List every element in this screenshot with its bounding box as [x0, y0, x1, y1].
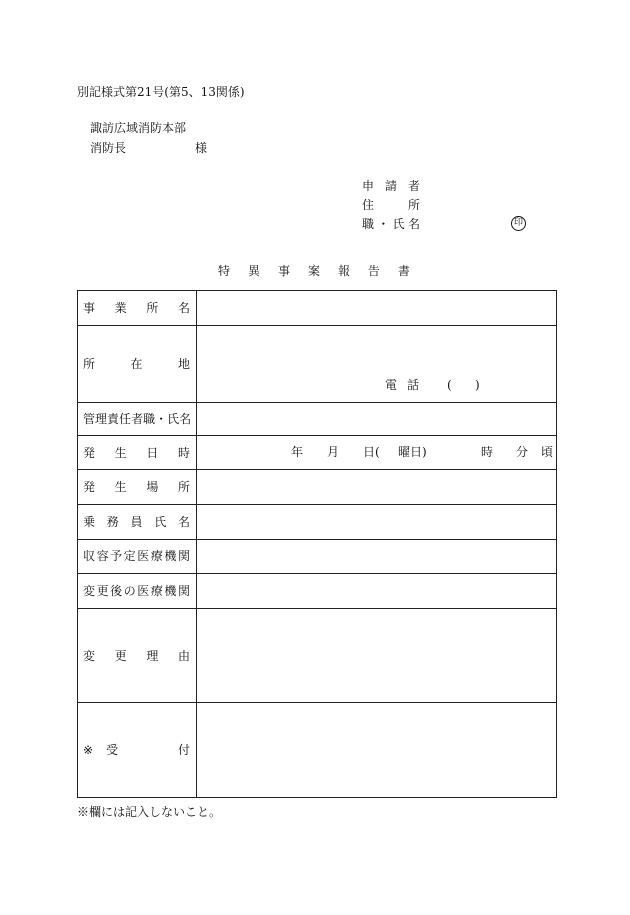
datetime-day: 日(: [363, 445, 380, 460]
label-char: 名: [177, 300, 190, 315]
seal-mark: [511, 216, 526, 231]
datetime-field: [197, 436, 556, 469]
label-char: の: [123, 583, 136, 598]
table-row-occurrence-datetime: [78, 435, 556, 469]
addressee-honorific: 様: [195, 141, 208, 155]
label-char: 名: [407, 217, 420, 231]
seal-text: 印: [513, 218, 523, 228]
applicant-address-label: [362, 197, 420, 213]
crew-name-field: [197, 505, 556, 539]
label-char: 電: [385, 377, 398, 392]
place-field: [197, 470, 556, 504]
changed-hospital-field: [197, 574, 556, 608]
change-reason-field: [197, 609, 556, 703]
label-char: 理: [146, 648, 159, 663]
label-char: 者: [131, 412, 144, 426]
row-label: [83, 445, 190, 461]
table-row-manager: [78, 402, 556, 436]
row-label-cell: [78, 609, 197, 703]
label-char: 容: [96, 549, 109, 564]
label-char: 乗: [83, 515, 96, 530]
label-char: 生: [114, 445, 127, 460]
row-label-cell: [78, 574, 197, 608]
row-label-cell: [78, 291, 197, 325]
label-char: 発: [83, 445, 96, 460]
label-char: 所: [83, 356, 96, 371]
report-table: [77, 290, 557, 798]
label-char: 予: [110, 549, 123, 564]
label-char: 氏: [392, 217, 405, 231]
document-title: [218, 263, 410, 279]
label-char: 理: [95, 412, 108, 426]
row-label: [83, 411, 190, 427]
label-char: 書: [397, 264, 410, 278]
label-char: 医: [137, 549, 150, 564]
table-row-change-reason: [78, 608, 556, 703]
label-char: 氏: [154, 515, 167, 530]
label-char: 更: [96, 583, 109, 598]
label-char: 異: [247, 264, 260, 278]
row-label: [83, 479, 190, 495]
label-char: 告: [367, 264, 380, 278]
datetime-approx: 頃: [541, 445, 554, 460]
row-label-cell: [78, 403, 197, 436]
row-label-cell: [78, 436, 197, 469]
label-char: 所: [177, 480, 190, 495]
label-char: 管: [83, 412, 96, 426]
footnote: ※欄には記入しないこと。: [77, 805, 222, 819]
table-row-changed-hospital: [78, 573, 556, 608]
label-char: 者: [407, 179, 420, 193]
label-char: 更: [114, 648, 127, 663]
label-char: 療: [150, 549, 163, 564]
row-label-cell: [78, 540, 197, 573]
label-char: 特: [218, 264, 231, 278]
label-char: 医: [137, 583, 150, 598]
label-char: 収: [83, 549, 96, 564]
applicant-label: [362, 178, 420, 194]
applicant-name-label: [362, 216, 420, 232]
addressee-organization: 諏訪広域消防本部: [90, 121, 187, 135]
datetime-hour: 時: [481, 445, 494, 460]
label-char: 職: [143, 412, 156, 426]
table-row-occurrence-place: [78, 469, 556, 504]
label-char: 時: [177, 445, 190, 460]
label-char: 事: [83, 300, 96, 315]
label-char: 職: [362, 217, 375, 231]
label-char: 変: [83, 583, 96, 598]
tel-label: [385, 377, 419, 393]
label-char: 生: [114, 480, 127, 495]
label-char: 員: [130, 515, 143, 530]
label-char: 定: [123, 549, 136, 564]
label-char: 所: [146, 300, 159, 315]
table-row-location: [78, 325, 556, 402]
row-label: [83, 514, 190, 530]
addressee-title: 消防長: [90, 141, 127, 155]
tel-open-paren: (: [447, 377, 452, 392]
label-char: 由: [177, 648, 190, 663]
label-char: 受: [106, 743, 119, 758]
label-char: 療: [150, 583, 163, 598]
label-char: ・: [155, 412, 168, 426]
label-char: 在: [130, 356, 143, 371]
label-char: 務: [106, 515, 119, 530]
row-label: [106, 742, 190, 758]
location-field: [197, 326, 556, 402]
row-label-cell: [78, 703, 197, 797]
label-char: ・: [377, 217, 390, 231]
label-char: 住: [362, 198, 375, 212]
business-name-field: [197, 291, 556, 325]
row-label: [83, 300, 190, 316]
datetime-minute: 分: [516, 445, 529, 460]
label-char: 責: [107, 412, 120, 426]
label-char: 後: [110, 583, 123, 598]
label-char: 話: [406, 377, 419, 392]
datetime-weekday: 曜日): [398, 445, 427, 460]
label-char: 請: [384, 179, 397, 193]
row-label-cell: [78, 470, 197, 504]
reference-mark: ※: [83, 743, 94, 758]
form-number: 別記様式第21号(第5、13関係): [77, 85, 245, 99]
planned-hospital-field: [197, 540, 556, 573]
label-char: 氏: [167, 412, 180, 426]
label-char: 日: [146, 445, 159, 460]
label-char: 関: [177, 583, 190, 598]
table-row-business-name: [78, 291, 556, 325]
label-char: 機: [164, 549, 177, 564]
label-char: 申: [362, 179, 375, 193]
label-char: 発: [83, 480, 96, 495]
row-label: [83, 648, 190, 664]
datetime-month: 月: [327, 445, 340, 460]
label-char: 変: [83, 648, 96, 663]
label-char: 付: [177, 743, 190, 758]
row-label: [83, 583, 190, 599]
label-char: 所: [407, 198, 420, 212]
label-char: 任: [119, 412, 132, 426]
tel-close-paren: ): [475, 377, 480, 392]
row-label-cell: [78, 326, 197, 402]
label-char: 名: [179, 412, 192, 426]
label-char: 機: [164, 583, 177, 598]
manager-field: [197, 403, 556, 436]
label-char: 案: [307, 264, 320, 278]
label-char: 業: [114, 300, 127, 315]
label-char: 報: [337, 264, 350, 278]
label-char: 関: [177, 549, 190, 564]
row-label-cell: [78, 505, 197, 539]
row-label: [83, 548, 190, 564]
label-char: 場: [146, 480, 159, 495]
table-row-planned-hospital: [78, 539, 556, 573]
table-row-crew-name: [78, 504, 556, 539]
label-char: 事: [277, 264, 290, 278]
reception-field: [197, 703, 556, 797]
label-char: 名: [177, 515, 190, 530]
datetime-year: 年: [291, 445, 304, 460]
label-char: 地: [177, 356, 190, 371]
row-label: [83, 356, 190, 372]
table-row-reception: [78, 702, 556, 797]
